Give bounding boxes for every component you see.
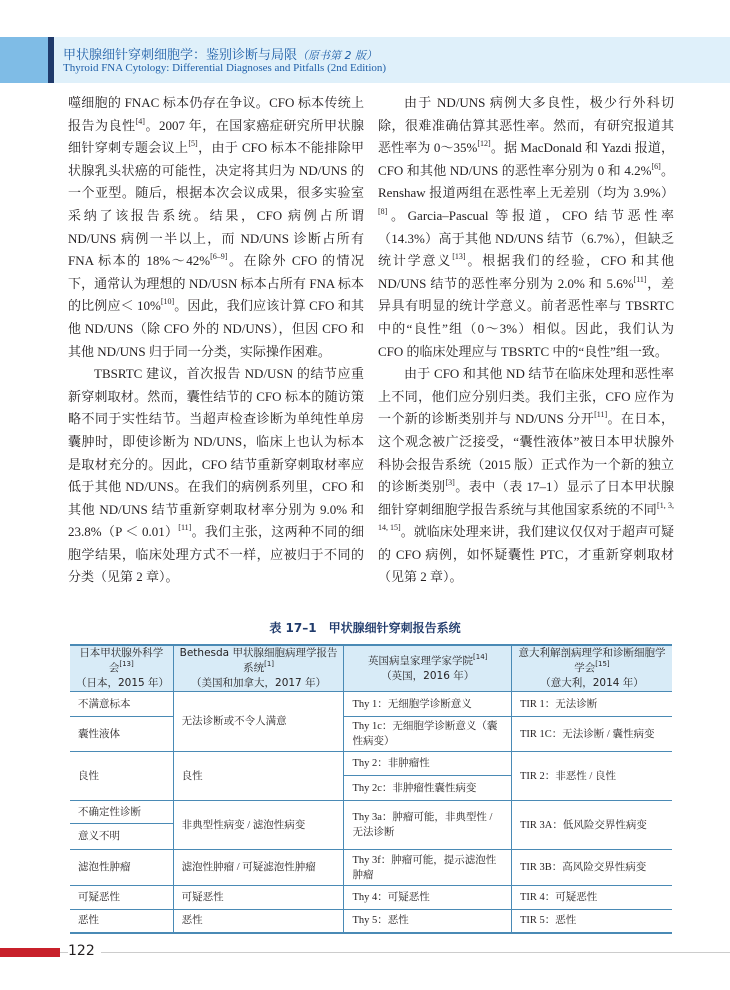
citation-ref: [3] — [445, 478, 455, 488]
citation-ref: [6] — [651, 161, 661, 171]
text-run: 。2007 年，在国家癌症研究所甲状腺细针穿刺专题会议上 — [68, 117, 364, 156]
cell: TIR 3B：高风险交界性病变 — [511, 850, 672, 886]
cell: 恶性 — [173, 910, 344, 933]
cell: Thy 1：无细胞学诊断意义 — [344, 692, 512, 717]
table-row — [70, 801, 672, 824]
cell: Thy 4：可疑恶性 — [344, 886, 512, 910]
citation-ref: [12] — [477, 139, 491, 149]
table-row — [70, 717, 672, 752]
book-title-cn — [63, 44, 377, 63]
cell: 滤泡性肿瘤 / 可疑滤泡性肿瘤 — [173, 850, 344, 886]
cell: TIR 2：非恶性 / 良性 — [511, 752, 672, 801]
citation-ref: [10] — [160, 297, 175, 307]
table-row — [70, 910, 672, 933]
cell: Thy 2c：非肿瘤性囊性病变 — [344, 776, 512, 801]
text-run: 。根据我们的经验，CFO 和其他 ND/UNS 结节的恶性率分别为 2.0% 和 5.6% — [378, 253, 674, 291]
text-run: ，差异具有明显的统计学意义。前者恶性率与 TBSRTC 中的“良性”组（0～3%）相似。因此，我们认为 CFO 的临床处理应与 TBSRTC 中的“良性”组一致。 — [378, 275, 674, 359]
table-row — [70, 886, 672, 910]
cell: 非典型性病变 / 滤泡性病变 — [173, 801, 344, 850]
text-run: 。就临床处理来讲，我们建议仅仅对于超声可疑的 CFO 病例，如怀疑囊性 PTC，才重新穿刺取材（见第 2 章）。 — [378, 524, 674, 585]
cell: TIR 1C：无法诊断 / 囊性病变 — [511, 717, 672, 752]
citation-ref: [5] — [188, 139, 198, 149]
citation-ref: [11] — [594, 410, 608, 420]
cell: TIR 3A：低风险交界性病变 — [511, 801, 672, 850]
text-run: 由于 ND/UNS 病例大多良性，极少行外科切除，很难准确估算其恶性率。然而，有研究报道其恶性率为 0～35% — [378, 95, 674, 156]
cell: 意义不明 — [70, 824, 173, 850]
cell: 良性 — [173, 752, 344, 801]
cell: 滤泡性肿瘤 — [70, 850, 173, 886]
paragraph — [378, 363, 674, 589]
text-run: 。Renshaw 报道两组在恶性率上无差别（均为 3.9%） — [378, 162, 674, 201]
cell: TIR 5：恶性 — [511, 910, 672, 933]
cell: 良性 — [70, 752, 173, 801]
cell: Thy 3f：肿瘤可能，提示滤泡性肿瘤 — [344, 850, 512, 886]
left-column — [68, 92, 364, 589]
table-row — [70, 752, 672, 776]
text-run: ，由于 CFO 标本不能排除甲状腺乳头状癌的可能性，决定将其归为 ND/UNS 的一个亚型。随后，根据本次会议成果，很多实验室采纳了该报告系统。结果，CFO 病例占所谓 ND/UNS 病例一半以上，而 ND/UNS 诊断占所有 FNA 标本的 18%～42% — [68, 140, 364, 269]
cell: Thy 5：恶性 — [344, 910, 512, 933]
cell: 囊性液体 — [70, 717, 173, 752]
table-header-row — [70, 645, 672, 692]
cell: Thy 2：非肿瘤性 — [344, 752, 512, 776]
table-row — [70, 850, 672, 886]
footer-rule — [60, 952, 730, 953]
header-color-block — [0, 37, 48, 83]
citation-ref: [8] — [378, 206, 388, 216]
cell: 可疑恶性 — [173, 886, 344, 910]
text-run: 。Garcia–Pascual 等报道，CFO 结节恶性率（14.3%）高于其他 ND/UNS 结节（6.7%），但缺乏统计学意义 — [378, 207, 674, 269]
footer-red-bar — [0, 948, 60, 957]
header-bethesda: Bethesda 甲状腺细胞病理学报告系统[1] （美国和加拿大，2017 年） — [173, 645, 344, 692]
cell: TIR 1：无法诊断 — [511, 692, 672, 717]
text-run: 噬细胞的 FNAC 标本仍存在争议。CFO 标本传统上报告为良性 — [68, 95, 364, 133]
citation-ref: [1, 3, 14, 15] — [378, 500, 674, 533]
header-italy: 意大利解剖病理学和诊断细胞学学会[15] （意大利，2014 年） — [511, 645, 672, 692]
text-run: 。因此，我们应该计算 CFO 和其他 ND/UNS（除 CFO 外的 ND/UNS），但因 CFO 和其他 ND/UNS 归于同一分类，实际操作困难。 — [68, 298, 364, 359]
cell: 可疑恶性 — [70, 886, 173, 910]
cell: Thy 1c：无细胞学诊断意义（囊性病变） — [344, 717, 512, 752]
cell: TIR 4：可疑恶性 — [511, 886, 672, 910]
citation-ref: [6–9] — [210, 252, 228, 262]
citation-ref: [11] — [178, 523, 192, 533]
edition-cn: （原书第 2 版） — [297, 49, 378, 62]
paragraph — [378, 92, 674, 363]
text-run: 。我们主张，这两种不同的细胞学结果，临床处理方式不一样，应被归于不同的分类（见第 2 章）。 — [68, 524, 364, 585]
citation-ref: [13] — [452, 252, 466, 262]
table-caption: 表 17–1 甲状腺细针穿刺报告系统 — [269, 621, 461, 635]
citation-ref: [11] — [633, 274, 647, 284]
cell: 无法诊断或不令人满意 — [173, 692, 344, 752]
header-accent-bar — [48, 37, 54, 83]
text-run: 。在除外 CFO 的情况下，通常认为理想的 ND/USN 标本占所有 FNA 标本的比例应＜ 10% — [68, 253, 364, 314]
running-header — [0, 37, 730, 83]
cell: 不满意标本 — [70, 692, 173, 717]
title-cn: 甲状腺细针穿刺细胞学：鉴别诊断与局限 — [63, 48, 298, 63]
right-column — [378, 92, 674, 589]
reporting-systems-table — [70, 644, 672, 934]
paragraph — [68, 363, 364, 589]
cell: Thy 3a：肿瘤可能，非典型性 / 无法诊断 — [344, 801, 512, 850]
text-run: 。表中（表 17–1）显示了日本甲状腺细针穿刺细胞学报告系统与其他国家系统的不同 — [378, 479, 674, 517]
citation-ref: [4] — [135, 116, 145, 126]
cell: 不确定性诊断 — [70, 801, 173, 824]
paragraph — [68, 92, 364, 363]
book-title-en: Thyroid FNA Cytology: Differential Diagnoses and Pitfalls (2nd Edition) — [63, 62, 387, 74]
header-uk: 英国病皇家理学家学院[14] （英国，2016 年） — [344, 645, 512, 692]
text-run: 。据 MacDonald 和 Yazdi 报道，CFO 和其他 ND/UNS 的恶性率分别为 0 和 4.2% — [378, 140, 674, 178]
text-run: TBSRTC 建议，首次报告 ND/USN 的结节应重新穿刺取材。然而，囊性结节的 CFO 标本的随访策略不同于实性结节。当超声检查诊断为单纯性单房囊肿时，即使诊断为 ND/UNS，临床上也认为标本是取材充分的。因此，CFO 结节重新穿刺取材率应低于其他 ND/UNS。在我们的病例系列里，CFO 和其他 ND/UNS 结节重新穿刺取材率分别为 9.0% 和 23.8%（P ＜ 0.01） — [68, 366, 364, 540]
header-japan: 日本甲状腺外科学会[13] （日本，2015 年） — [70, 645, 173, 692]
cell: 恶性 — [70, 910, 173, 933]
text-run: 。在日本，这个观念被广泛接受，“囊性液体”被日本甲状腺外科协会报告系统（2015 版）正式作为一个新的独立的诊断类别 — [378, 411, 674, 495]
table-row — [70, 692, 672, 717]
page-number: 122 — [68, 943, 101, 959]
text-run: 由于 CFO 和其他 ND 结节在临床处理和恶性率上不同，他们应分别归类。我们主张，CFO 应作为一个新的诊断类别并与 ND/UNS 分开 — [378, 366, 674, 427]
